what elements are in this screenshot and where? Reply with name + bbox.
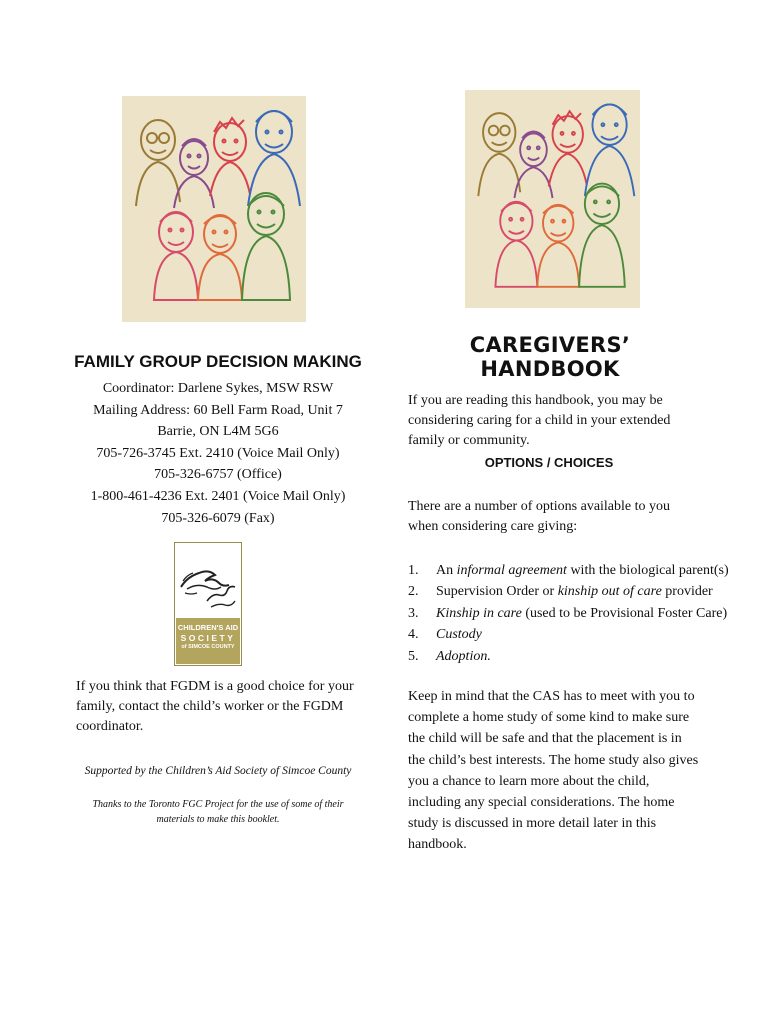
contact-address: Mailing Address: 60 Bell Farm Road, Unit 7 bbox=[93, 402, 343, 418]
contact-phone-office: 705-326-6757 (Office) bbox=[154, 467, 282, 483]
list-item bbox=[408, 560, 729, 581]
list-item-text: Supervision Order or bbox=[436, 584, 558, 600]
intro-paragraph: If you are reading this handbook, you may be considering caring for a child in your extended family or community. bbox=[408, 393, 671, 448]
list-item-emphasis: Adoption. bbox=[436, 648, 491, 664]
options-heading: OPTIONS / CHOICES bbox=[484, 455, 614, 470]
list-item bbox=[408, 603, 728, 624]
hands-icon bbox=[177, 547, 239, 619]
logo-line-1: CHILDREN'S AID bbox=[177, 623, 239, 632]
contact-city: Barrie, ON L4M 5G6 bbox=[157, 424, 279, 440]
fgdm-note: If you think that FGDM is a good choice for your family, contact the child’s worker or the FGDM coordinator. bbox=[76, 679, 354, 734]
list-item-number: 3. bbox=[408, 605, 419, 621]
list-item-emphasis: informal agreement bbox=[456, 563, 567, 578]
contact-phone-voicemail: 705-726-3745 Ext. 2410 (Voice Mail Only) bbox=[96, 445, 340, 461]
options-intro: There are a number of options available to you when considering care giving: bbox=[408, 499, 671, 534]
list-item-text: (used to be Provisional Foster Care) bbox=[521, 605, 728, 621]
logo-line-2: SOCIETY bbox=[180, 633, 236, 643]
logo-line-3: of SIMCOE COUNTY bbox=[181, 644, 235, 650]
options-list bbox=[408, 560, 729, 667]
list-item-emphasis: kinship out of care bbox=[557, 584, 662, 600]
list-item-text: provider bbox=[661, 584, 713, 600]
family-illustration-right bbox=[465, 90, 640, 308]
fgdm-title: FAMILY GROUP DECISION MAKING bbox=[74, 352, 362, 371]
list-item bbox=[408, 646, 708, 667]
list-item-text: An bbox=[436, 563, 457, 578]
family-drawing-icon bbox=[122, 96, 306, 322]
cas-logo-plate bbox=[176, 618, 240, 664]
list-item-number: 5. bbox=[408, 648, 419, 664]
list-item-number: 1. bbox=[408, 563, 419, 578]
list-item-emphasis: Kinship in care bbox=[436, 605, 522, 621]
list-item-text: with the biological parent(s) bbox=[566, 563, 729, 578]
contact-fax: 705-326-6079 (Fax) bbox=[161, 510, 275, 526]
family-drawing-icon bbox=[465, 90, 640, 308]
list-item-number: 2. bbox=[408, 584, 419, 600]
family-illustration-left bbox=[122, 96, 306, 322]
cas-home-study-note: Keep in mind that the CAS has to meet with you to complete a home study of some kind to make sure the child will be safe and that the placement is in the child’s best interests. The home study also gives you a chance to learn more about the child, including any special considerations. The home study is discussed in more detail later in this handbook. bbox=[408, 689, 699, 853]
contact-info bbox=[60, 378, 376, 529]
list-item-number: 4. bbox=[408, 627, 419, 643]
handbook-title: CAREGIVERS’ HANDBOOK bbox=[469, 333, 631, 381]
cas-logo bbox=[174, 542, 242, 666]
supported-by: Supported by the Children’s Aid Society of Simcoe County bbox=[84, 765, 352, 777]
list-item-emphasis: Custody bbox=[436, 627, 482, 643]
thanks-note: Thanks to the Toronto FGC Project for the use of some of their materials to make this booklet. bbox=[92, 799, 344, 825]
contact-tollfree: 1-800-461-4236 Ext. 2401 (Voice Mail Only) bbox=[90, 488, 346, 504]
list-item bbox=[408, 624, 708, 645]
contact-coordinator: Coordinator: Darlene Sykes, MSW RSW bbox=[102, 381, 334, 396]
list-item bbox=[408, 581, 713, 602]
